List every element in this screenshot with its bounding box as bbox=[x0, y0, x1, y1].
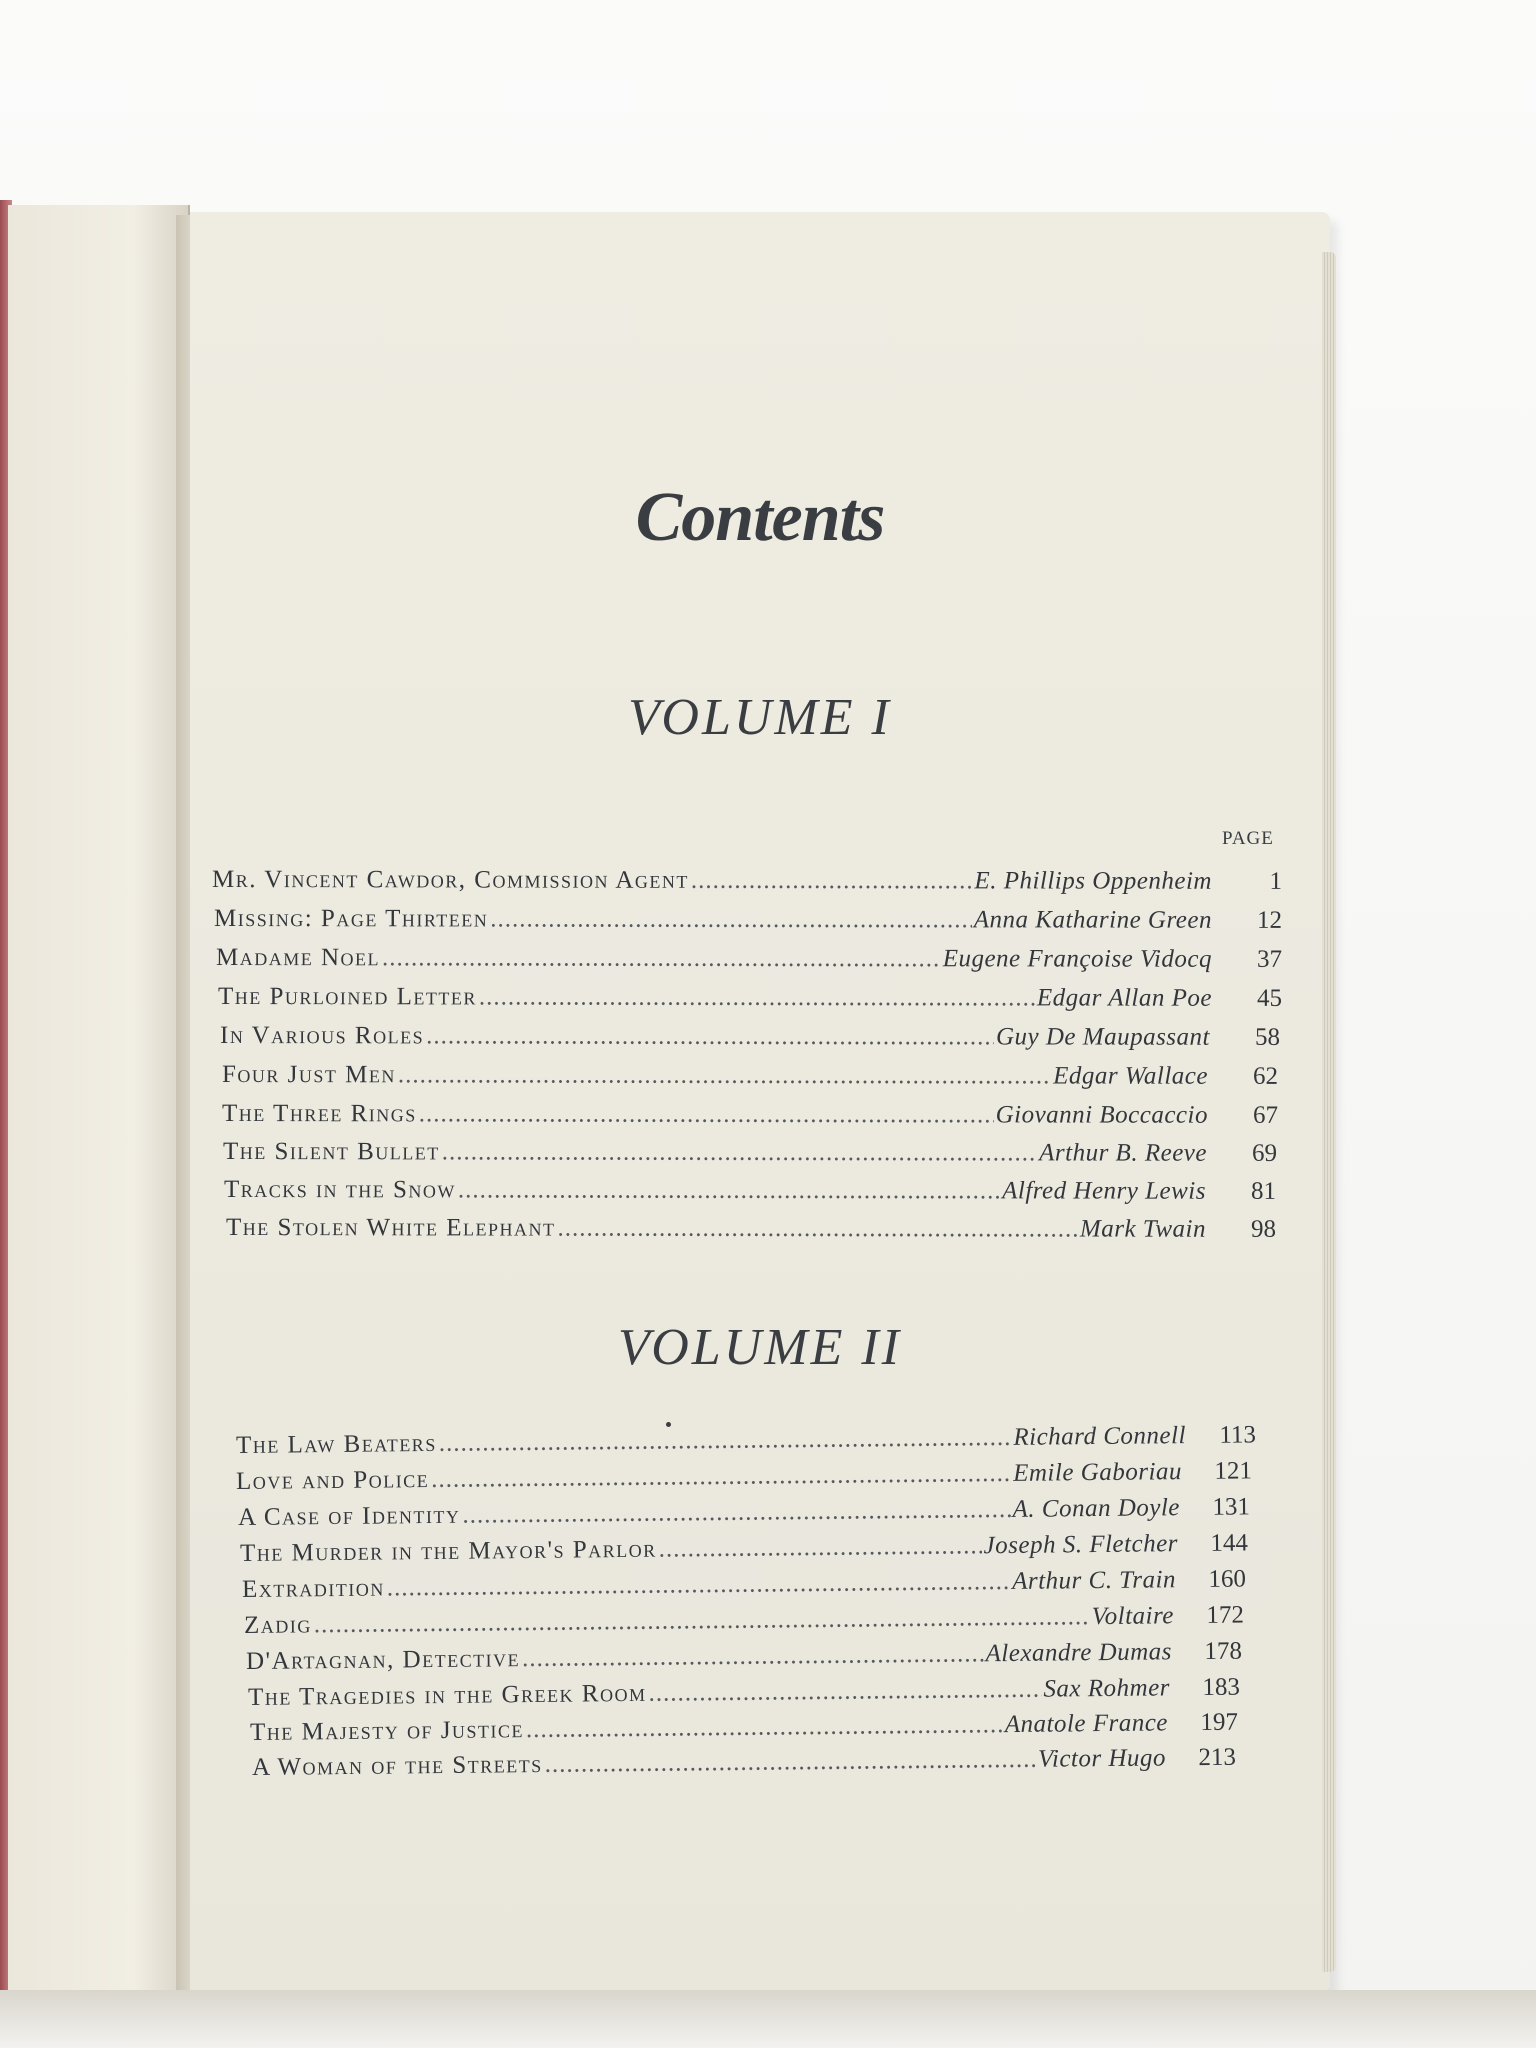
story-author: Emile Gaboriau bbox=[1013, 1458, 1183, 1487]
story-title: The Majesty of Justice bbox=[249, 1716, 525, 1746]
dot-leader bbox=[659, 1532, 982, 1563]
story-title: The Stolen White Elephant bbox=[225, 1214, 556, 1242]
story-title: D'Artagnan, Detective bbox=[245, 1645, 521, 1675]
story-author: Arthur B. Reeve bbox=[1039, 1139, 1208, 1167]
story-author: Sax Rohmer bbox=[1043, 1674, 1171, 1703]
toc-entry bbox=[222, 1061, 1278, 1091]
dot-leader bbox=[458, 1176, 1000, 1205]
toc-entry bbox=[218, 983, 1282, 1013]
page-number: 172 bbox=[1206, 1601, 1245, 1629]
page-number: 37 bbox=[1256, 945, 1283, 973]
page-number: 213 bbox=[1198, 1743, 1237, 1772]
dot-leader bbox=[526, 1711, 1003, 1744]
toc-entry bbox=[214, 905, 1282, 935]
story-title: The Three Rings bbox=[221, 1100, 417, 1128]
story-title: A Woman of the Streets bbox=[251, 1750, 543, 1781]
page-number: 69 bbox=[1251, 1139, 1278, 1167]
dot-leader bbox=[426, 1022, 994, 1051]
page-number: 67 bbox=[1252, 1101, 1279, 1129]
story-author: Richard Connell bbox=[1013, 1422, 1187, 1451]
page-number: 183 bbox=[1202, 1673, 1241, 1702]
toc-entry bbox=[216, 944, 1282, 974]
dot-leader bbox=[462, 1496, 1010, 1530]
dot-leader bbox=[557, 1215, 1077, 1244]
story-author: Alfred Henry Lewis bbox=[1002, 1177, 1207, 1205]
story-title: The Purloined Letter bbox=[217, 983, 477, 1011]
page-number: 45 bbox=[1256, 984, 1283, 1012]
story-author: Arthur C. Train bbox=[1011, 1566, 1177, 1595]
dot-leader bbox=[382, 944, 941, 973]
page-number: 131 bbox=[1212, 1493, 1251, 1521]
toc-entry bbox=[224, 1176, 1276, 1206]
page-number: 121 bbox=[1214, 1457, 1253, 1485]
volume-2-heading: VOLUME II bbox=[618, 1319, 902, 1376]
toc-entry bbox=[222, 1100, 1278, 1130]
dot-leader bbox=[398, 1061, 1051, 1090]
page-number: 62 bbox=[1252, 1062, 1279, 1090]
page-number: 58 bbox=[1254, 1023, 1281, 1051]
page-number: 144 bbox=[1210, 1529, 1249, 1557]
dot-leader bbox=[439, 1424, 1012, 1458]
page-column-label: PAGE bbox=[1222, 828, 1274, 849]
page-number: 12 bbox=[1256, 906, 1283, 934]
page-number: 160 bbox=[1208, 1565, 1247, 1593]
toc-entry bbox=[212, 866, 1282, 896]
page-number: 113 bbox=[1219, 1421, 1257, 1449]
dot-leader bbox=[490, 905, 972, 934]
story-title: In Various Roles bbox=[219, 1022, 425, 1050]
story-title: The Murder in the Mayor's Parlor bbox=[239, 1535, 657, 1567]
page-number: 81 bbox=[1250, 1177, 1277, 1205]
bottom-shadow bbox=[0, 1990, 1536, 2048]
story-title: The Tragedies in the Greek Room bbox=[247, 1679, 647, 1711]
story-title: The Silent Bullet bbox=[222, 1138, 440, 1166]
story-title: The Law Beaters bbox=[235, 1429, 437, 1459]
story-author: Alexandre Dumas bbox=[985, 1638, 1173, 1668]
story-title: Mr. Vincent Cawdor, Commission Agent bbox=[211, 866, 689, 894]
page-speck bbox=[666, 1422, 671, 1427]
dot-leader bbox=[419, 1100, 994, 1129]
story-title: Missing: Page Thirteen bbox=[213, 905, 489, 933]
dot-leader bbox=[648, 1676, 1041, 1708]
story-author: Victor Hugo bbox=[1037, 1744, 1167, 1773]
story-author: A. Conan Doyle bbox=[1012, 1494, 1181, 1523]
story-author: Anatole France bbox=[1004, 1709, 1169, 1739]
page-number: 98 bbox=[1250, 1215, 1277, 1243]
page-number: 1 bbox=[1269, 867, 1283, 895]
story-author: Edgar Wallace bbox=[1053, 1062, 1209, 1090]
story-title: Extradition bbox=[241, 1574, 385, 1603]
story-author: Guy De Maupassant bbox=[995, 1023, 1211, 1051]
toc-entry bbox=[223, 1138, 1277, 1168]
story-author: Mark Twain bbox=[1079, 1215, 1207, 1243]
page-number: 197 bbox=[1200, 1708, 1239, 1737]
story-title: Zadig bbox=[243, 1611, 312, 1639]
page-number: 178 bbox=[1204, 1637, 1243, 1665]
dot-leader bbox=[691, 867, 973, 895]
story-title: A Case of Identity bbox=[237, 1501, 461, 1531]
dot-leader bbox=[442, 1138, 1037, 1167]
story-title: Tracks in the Snow bbox=[223, 1176, 456, 1204]
story-title: Love and Police bbox=[235, 1465, 430, 1495]
story-author: E. Phillips Oppenheim bbox=[974, 867, 1213, 895]
dot-leader bbox=[522, 1640, 984, 1673]
story-title: Four Just Men bbox=[221, 1061, 396, 1089]
story-author: Edgar Allan Poe bbox=[1036, 984, 1213, 1012]
dot-leader bbox=[545, 1746, 1037, 1779]
page-title: Contents bbox=[635, 479, 885, 556]
story-author: Voltaire bbox=[1091, 1602, 1175, 1631]
story-author: Joseph S. Fletcher bbox=[983, 1530, 1179, 1560]
story-author: Giovanni Boccaccio bbox=[995, 1101, 1209, 1129]
story-author: Eugene Françoise Vidocq bbox=[942, 945, 1213, 973]
dot-leader bbox=[479, 983, 1035, 1012]
toc-entry bbox=[226, 1214, 1276, 1244]
story-title: Madame Noel bbox=[215, 944, 381, 972]
volume-1-heading: VOLUME I bbox=[628, 689, 892, 746]
story-author: Anna Katharine Green bbox=[973, 906, 1213, 934]
toc-entry bbox=[220, 1022, 1280, 1052]
